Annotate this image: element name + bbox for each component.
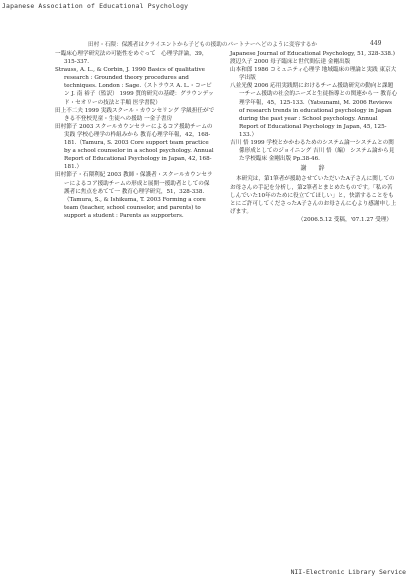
running-header: Japanese Association of Educational Psychology [2,2,189,10]
reference-entry: 田村節子 2003 スクールカウンセラーによるコア援助チームの実践 学校心理学の枠組みから 教育心理学年報，42，168-181.（Tamura, S. 2003 Core support team practice by a school counselor in a school psychology. Annual Report of Educational Psychology in Japan, 42, 168-181.） [55,123,216,171]
acknowledgement-heading: 謝 辞 [300,165,328,173]
reference-entry: 田村節子・石隈利紀 2003 教師・保護者・スクールカウンセラーによるコア援助チームの形成と展開一援助者としての保護者に焦点をあてて一 教育心理学研究，51，328-338.（Tamura, S., & Ishikuma, T. 2003 Forming a core team (teacher, school counselor, and parents) to support a student : Parents as supporters. [55,172,213,219]
right-column [230,50,398,224]
reference-entry: 田上不二夫 1999 実践スクール・カウンセリング 学級担任ができる不登校児童・生徒への援助 一金子書房 [55,107,215,122]
acknowledgement-text: 本研究は，第1筆者が援助させていただいたA子さんに関してのお母さんの手記を分析し，第2筆者とまとめたものです。「私の苦しんでいた10年のために役立ててほしい」と，快諾することをもとにご許可してくださったA子さんのお母さんに心より感謝申し上げます。 [230,176,397,215]
reference-entry: 一臨床心理学研究法の可能性をめぐって 心理学評論，39，315-337. [55,51,208,66]
footer-service: NII-Electronic Library Service [290,568,406,576]
left-column [55,50,215,220]
page-number: 449 [370,40,382,47]
reference-entry: 山本和郎 1986 コミュニティ心理学 地域臨床の理論と実践 東京大学出版 [230,67,397,82]
reference-entry: Japanese Journal of Educational Psychology, 51, 328-338.) [230,51,395,57]
reference-entry: 八並光俊 2006 応用実践期におけるチーム援助研究の動向と課題一チーム援助の社会的ニーズと生徒指導との関連から一 教育心理学年報，45，125-133.（Yatsunami, M. 2006 Reviews of research trends in educational psychology in Japan during the past year : School psychology. Annual Report of Educational Psychology in Japan, 45, 125-133.） [230,83,398,138]
reference-entry: 渡辺久子 2000 母子臨床と世代間伝達 金剛出版 [230,59,351,66]
reference-entry: Strauss, A. L., & Corbin, J. 1990 Basics of qualitative research : Grounded theory procedures and techniques. London : Sage.（ストラウス A. L.・コービン J. 南 裕子（監訳） 1999 質的研究の基礎：グラウンデッド・セオリーの技法と手順 医学書院） [55,67,214,106]
reference-entry: 吉川 悟 1999 学校とかかわるためのシステム論一システムとの関係形成としてのジョイニング 吉川 悟（編） システム論から見た学校臨床 金剛出版 Pp.38-46. [230,140,395,163]
page-header: 田村・石隈：保護者はクライエントから子どもの援助のパートナーへどのように変容するか [88,42,317,48]
received-date: （2006.5.12 受稿，'07.1.27 受理） [297,216,392,223]
